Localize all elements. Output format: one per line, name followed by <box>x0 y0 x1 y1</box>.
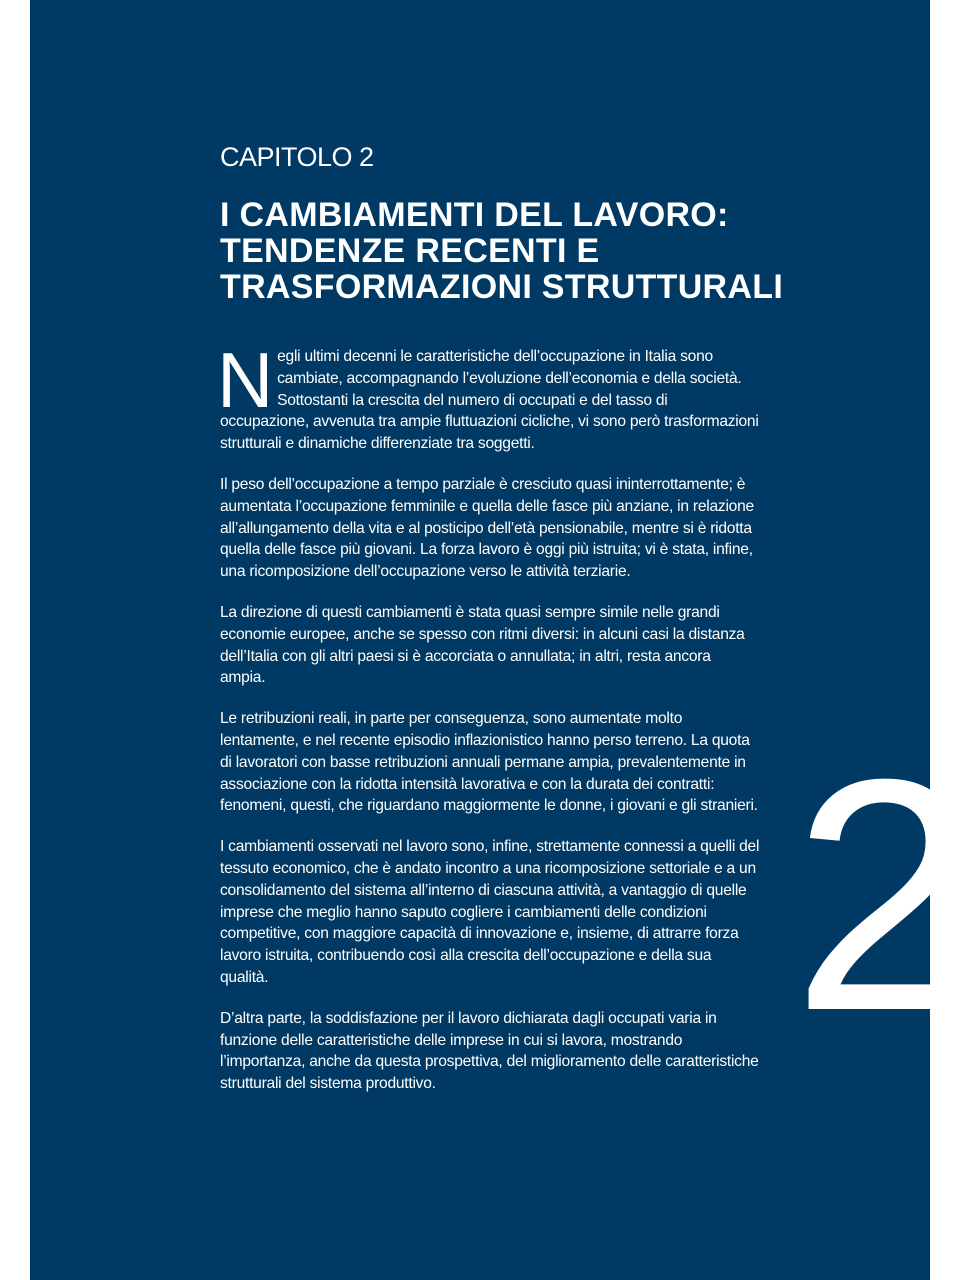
chapter-title-line: TENDENZE RECENTI E <box>220 232 600 270</box>
body-paragraph: La direzione di questi cambiamenti è stata quasi sempre simile nelle grandi economie europee, anche se spesso con ritmi diversi: in alcuni casi la distanza dell’Italia con gli altri paesi si è accorciata o annullata; in altri, resta ancora ampia. <box>220 603 745 687</box>
chapter-cover-page <box>30 0 966 1280</box>
chapter-title <box>220 197 920 305</box>
body-paragraph: Le retribuzioni reali, in parte per conseguenza, sono aumentate molto lentamente, e nel recente episodio inflazionistico hanno perso terreno. La quota di lavoratori con basse retribuzioni annuali permane ampia, prevalentemente in associazione con la ridotta intensità lavorativa e con la durata dei contratti: fenomeni, questi, che riguardano maggiormente le donne, i giovani e gli stranieri. <box>220 710 758 815</box>
chapter-introduction <box>217 336 760 1114</box>
body-paragraph: Il peso dell’occupazione a tempo parziale è cresciuto quasi ininterrottamente; è aumentata l’occupazione femminile e quella delle fasce più anziane, in relazione all’allungamento della vita e al posticipo dell’età pensionabile, mentre si è ridotta quella delle fasce più giovani. La forza lavoro è oggi più istruita; vi è stata, infine, una ricomposizione dell’occupazione verso le attività terziarie. <box>220 475 754 581</box>
body-paragraph: I cambiamenti osservati nel lavoro sono, infine, strettamente connessi a quelli del tessuto economico, che è andato incontro a una ricomposizione settoriale e a un consolidamento del sistema all’interno di ciascuna attività, a vantaggio di quelle imprese che meglio hanno saputo cogliere i cambiamenti delle condizioni competitive, con maggiore capacità di innovazione e, insieme, di attrarre forza lavoro istruita, contribuendo così alla crescita dell’occupazione e della sua qualità. <box>220 838 760 986</box>
chapter-label: CAPITOLO 2 <box>220 142 374 172</box>
intro-paragraph-text: egli ultimi decenni le caratteristiche dell’occupazione in Italia sono cambiate, accompagnando l’evoluzione dell’economia e della società. Sottostanti la crescita del numero di occupati e del tasso di occupazione, avvenuta tra ampie fluttuazioni cicliche, vi sono però trasformazioni strutturali e dinamiche differenziate tra soggetti. <box>220 348 759 453</box>
body-paragraph: D’altra parte, la soddisfazione per il lavoro dichiarata dagli occupati varia in funzione delle caratteristiche delle imprese in cui si lavora, mostrando l’importanza, anche da questa prospettiva, del miglioramento delle caratteristiche strutturali del sistema produttivo. <box>220 1009 759 1093</box>
drop-cap: N <box>217 336 274 424</box>
chapter-title-line: TRASFORMAZIONI STRUTTURALI <box>220 268 784 306</box>
chapter-number: 2 <box>792 710 966 1079</box>
chapter-title-line: I CAMBIAMENTI DEL LAVORO: <box>220 196 729 234</box>
intro-paragraph <box>217 336 760 455</box>
